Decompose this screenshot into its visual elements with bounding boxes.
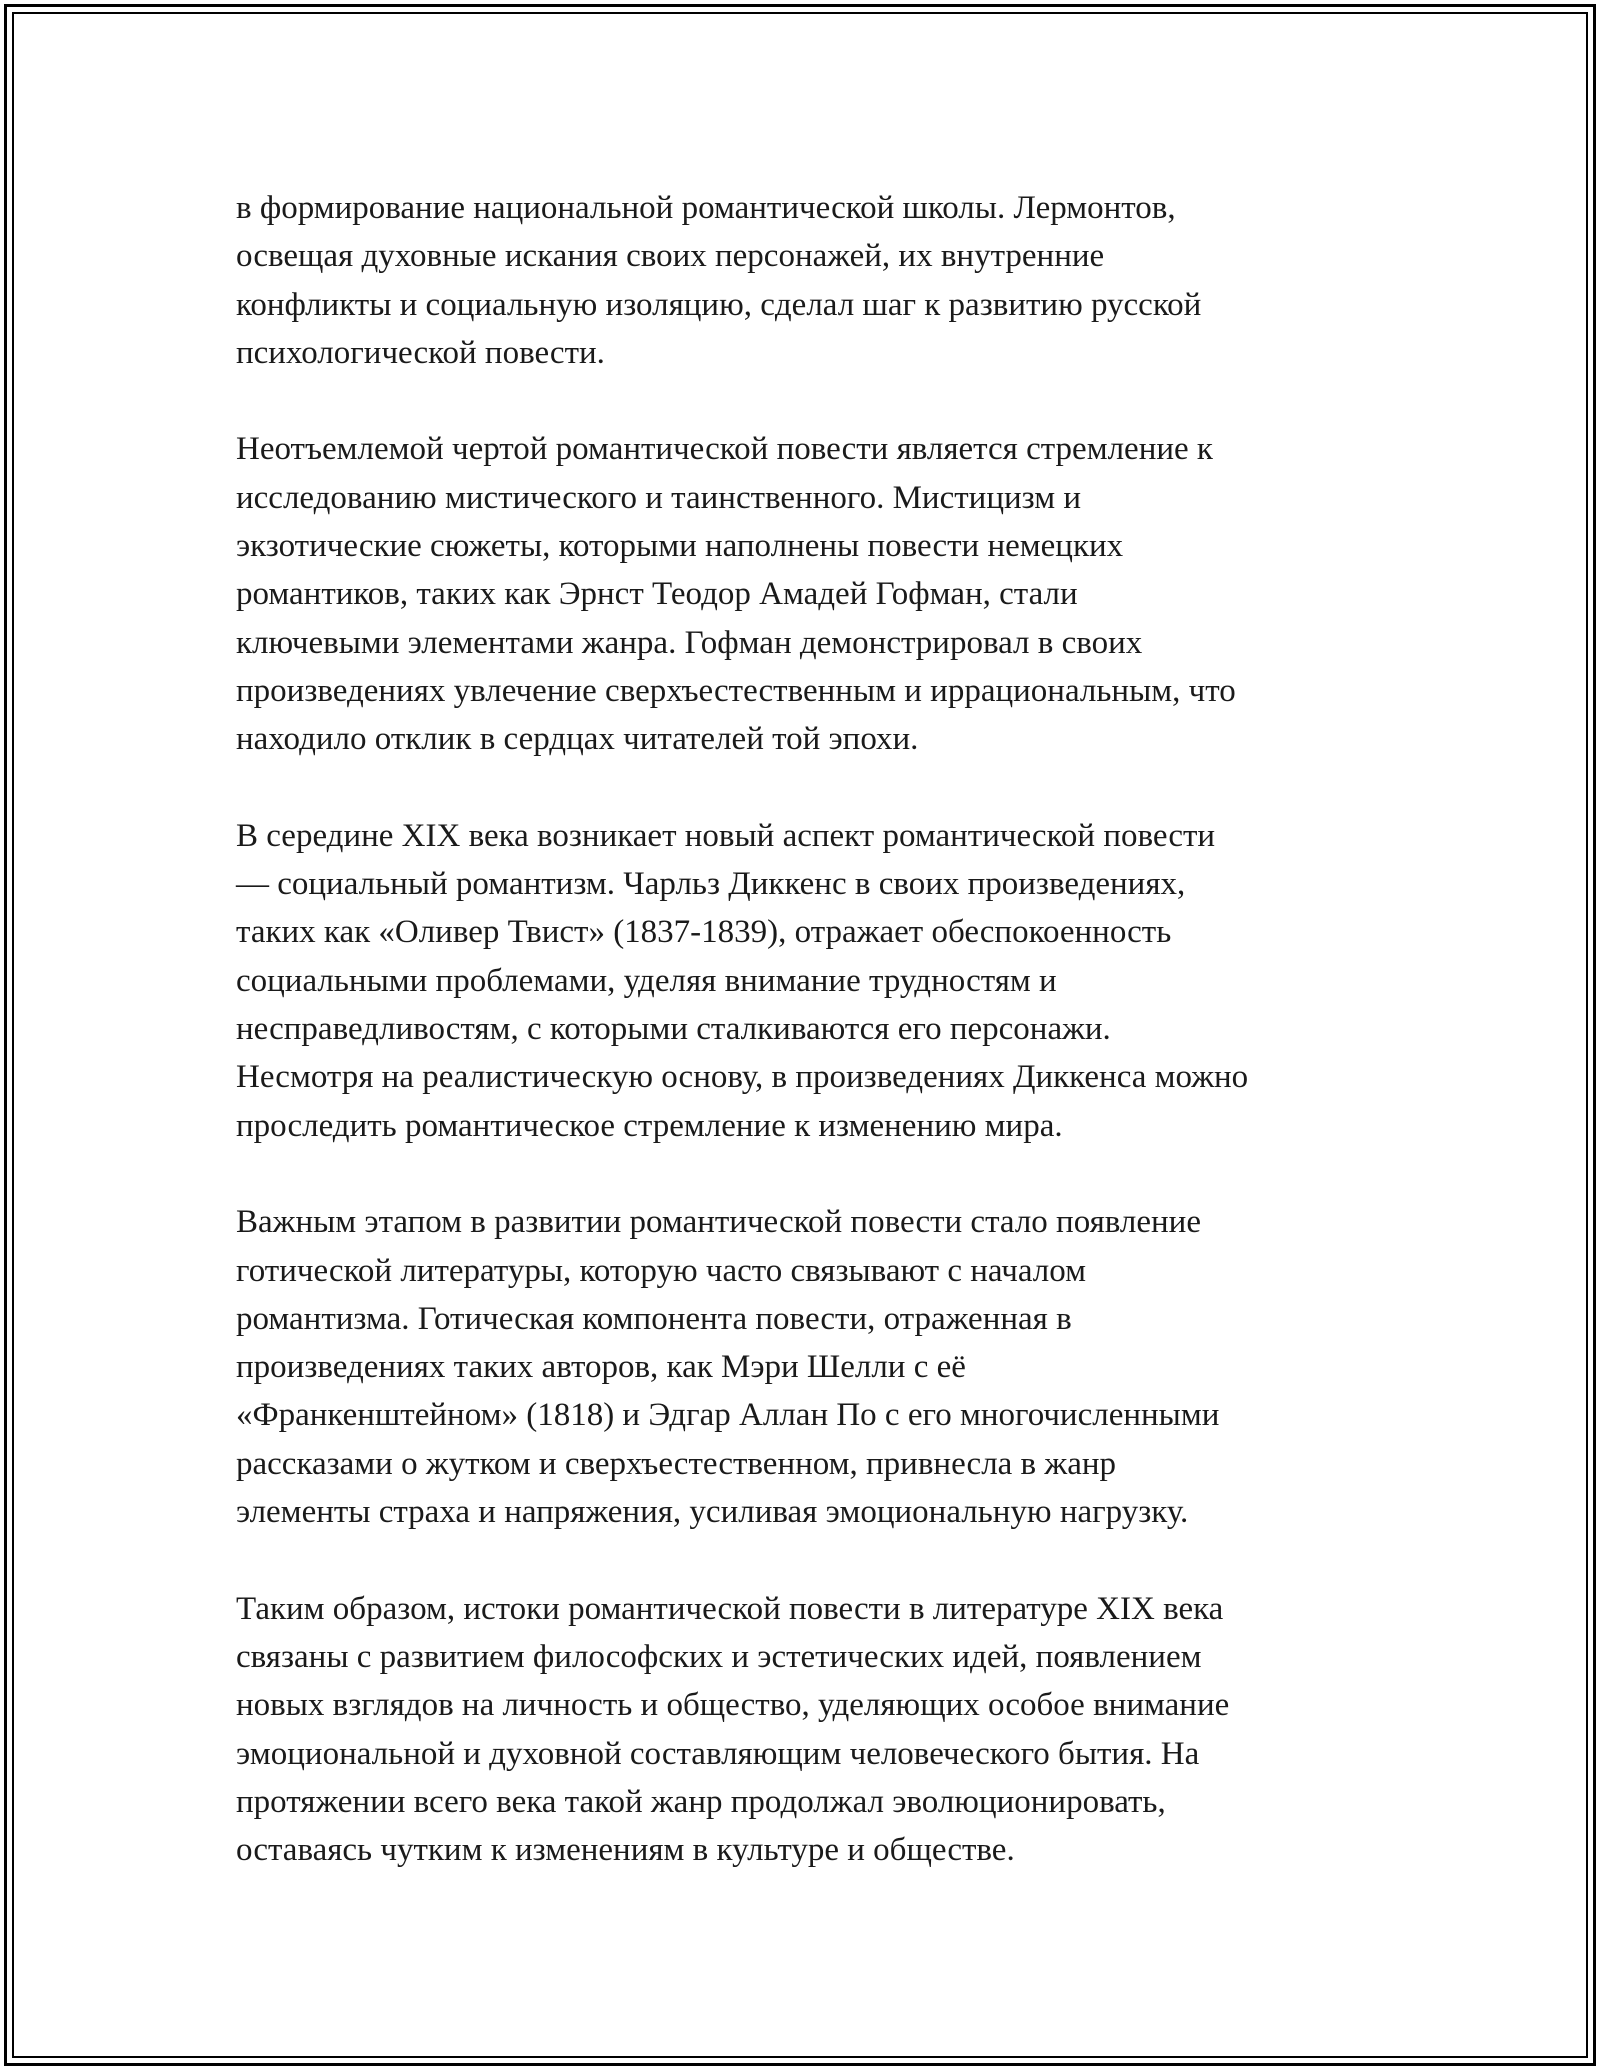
text-line: элементы страха и напряжения, усиливая эмоциональную нагрузку. (236, 1494, 1189, 1531)
text-line: экзотические сюжеты, которыми наполнены повести немецких (236, 528, 1124, 565)
text-line: эмоциональной и духовной составляющим человеческого бытия. На (236, 1735, 1200, 1772)
text-line: Важным этапом в развитии романтической повести стало появление (236, 1204, 1201, 1241)
paragraph-social-romanticism (236, 812, 1386, 1150)
text-line: психологической повести. (236, 334, 605, 371)
text-line: несправедливостям, с которыми сталкиваются его персонажи. (236, 1011, 1111, 1048)
text-line: рассказами о жутком и сверхъестественном, привнесла в жанр (236, 1445, 1116, 1482)
text-line: готической литературы, которую часто связывают с началом (236, 1252, 1086, 1289)
text-line: Таким образом, истоки романтической повести в литературе XIX века (236, 1590, 1224, 1627)
text-line: в формирование национальной романтической школы. Лермонтов, (236, 190, 1176, 226)
text-line: ключевыми элементами жанра. Гофман демонстрировал в своих (236, 624, 1143, 661)
text-line: Несмотря на реалистическую основу, в произведениях Диккенса можно (236, 1059, 1249, 1096)
text-line: связаны с развитием философских и эстетических идей, появлением (236, 1638, 1202, 1675)
text-line: таких как «Оливер Твист» (1837-1839), отражает обеспокоенность (236, 914, 1172, 951)
text-line: романтиков, таких как Эрнст Теодор Амадей Гофман, стали (236, 576, 1078, 613)
paragraph-mysticism (236, 425, 1386, 763)
text-line: произведениях таких авторов, как Мэри Шелли с её (236, 1349, 966, 1386)
text-line: оставаясь чутким к изменениям в культуре и обществе. (236, 1832, 1015, 1869)
text-line: В середине XIX века возникает новый аспект романтической повести (236, 817, 1216, 854)
text-line: исследованию мистического и таинственного. Мистицизм и (236, 479, 1081, 516)
text-line: проследить романтическое стремление к изменению мира. (236, 1107, 1063, 1144)
text-line: социальными проблемами, уделяя внимание трудностям и (236, 962, 1057, 999)
text-line: протяжении всего века такой жанр продолжал эволюционировать, (236, 1783, 1166, 1820)
paragraph-lermontov (236, 184, 1386, 377)
text-line: романтизма. Готическая компонента повести, отраженная в (236, 1300, 1072, 1337)
text-line: «Франкенштейном» (1818) и Эдгар Аллан По с его многочисленными (236, 1397, 1220, 1434)
text-line: новых взглядов на личность и общество, уделяющих особое внимание (236, 1687, 1230, 1724)
text-line: находило отклик в сердцах читателей той эпохи. (236, 721, 919, 758)
paragraph-conclusion (236, 1585, 1386, 1875)
text-line: конфликты и социальную изоляцию, сделал шаг к развитию русской (236, 286, 1202, 323)
text-line: Неотъемлемой чертой романтической повести является стремление к (236, 431, 1213, 468)
document-body (236, 184, 1386, 1874)
paragraph-gothic (236, 1198, 1386, 1536)
text-line: — социальный романтизм. Чарльз Диккенс в своих произведениях, (236, 866, 1186, 903)
text-line: произведениях увлечение сверхъестественным и иррациональным, что (236, 672, 1236, 709)
text-line: освещая духовные искания своих персонажей, их внутренние (236, 238, 1105, 275)
